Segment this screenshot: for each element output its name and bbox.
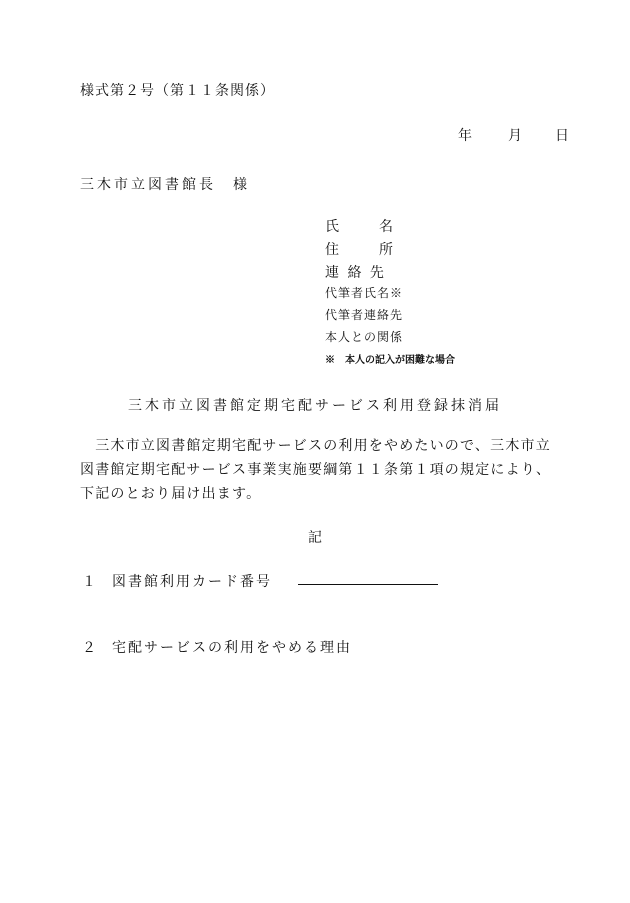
date-day-label: 日 [555,128,569,144]
addressee: 三木市立図書館長 様 [80,177,250,193]
relationship-label: 本人との関係 [325,330,404,344]
document-title: 三木市立図書館定期宅配サービス利用登録抹消届 [128,398,502,414]
item-label: 図書館利用カード番号 [112,574,272,590]
item-number: ２ [82,640,98,656]
proxy-contact-label: 代筆者連絡先 [325,308,404,322]
item-stop-reason [82,637,352,657]
ki-heading: 記 [308,530,322,546]
date-line [0,125,630,145]
applicant-name-label: 氏 名 [325,219,397,235]
body-paragraph [80,434,560,506]
proxy-note: ※ 本人の記入が困難な場合 [325,355,455,366]
body-line: 図書館定期宅配サービス事業実施要綱第１１条第１項の規定により、 [80,462,552,478]
item-library-card-number [82,571,272,591]
body-line: 三木市立図書館定期宅配サービスの利用をやめたいので、三木市立 [80,438,551,454]
applicant-address-label: 住 所 [325,242,397,258]
item-number: １ [82,574,98,590]
proxy-name-label: 代筆者氏名※ [325,286,404,300]
date-month-label: 月 [508,128,522,144]
applicant-contact-label: 連 絡 先 [325,265,386,281]
card-number-field-line[interactable] [298,584,438,585]
body-line: 下記のとおり届け出ます。 [80,486,262,502]
item-label: 宅配サービスの利用をやめる理由 [112,640,352,656]
date-year-label: 年 [458,128,472,144]
form-number: 様式第２号（第１１条関係） [80,83,275,99]
